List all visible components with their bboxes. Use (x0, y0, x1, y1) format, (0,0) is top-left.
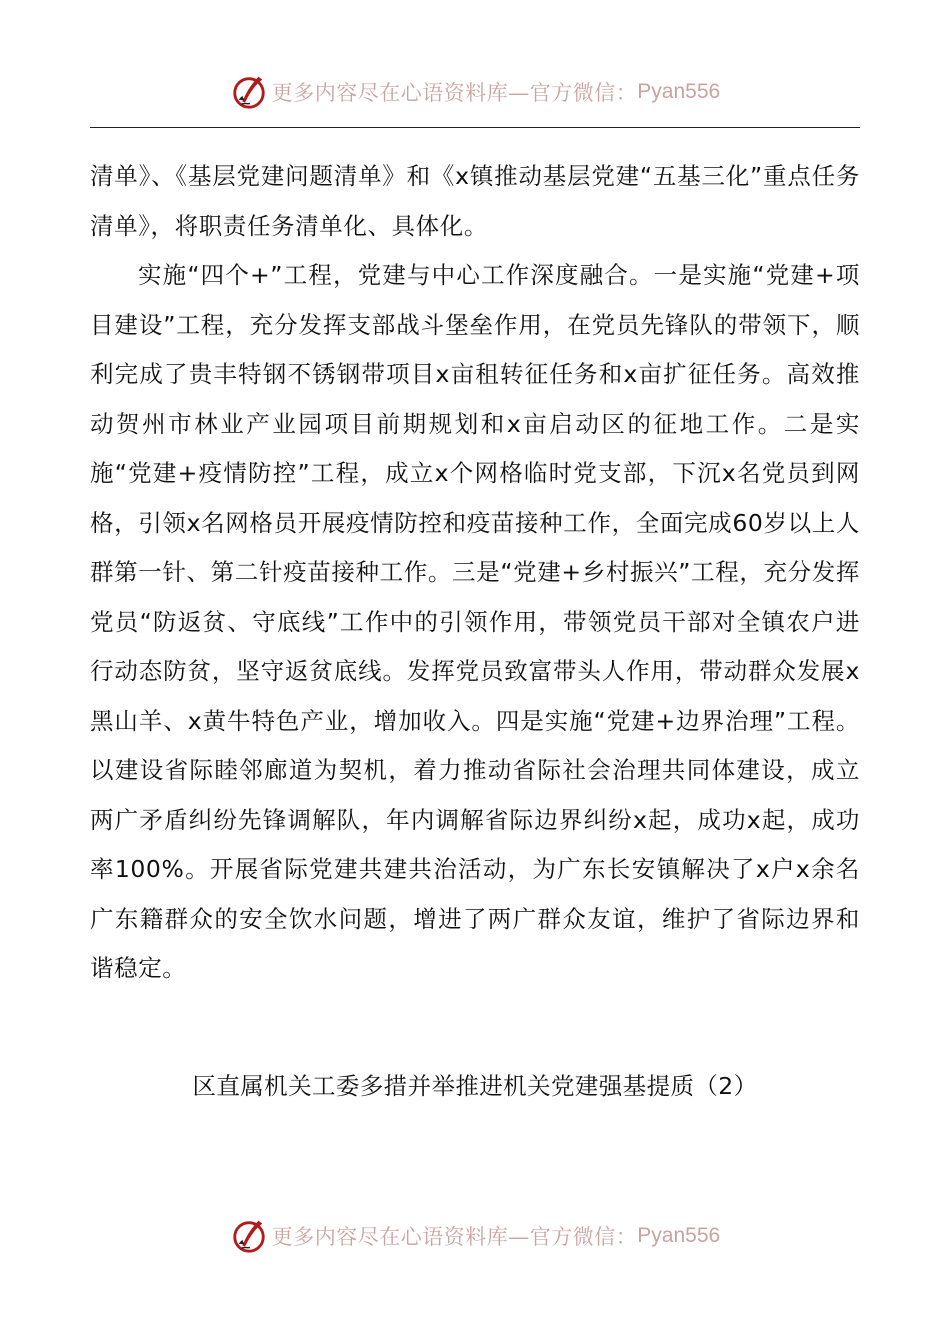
quill-pen-logo-icon (230, 1217, 268, 1255)
paragraph-four-projects: 实施“四个+”工程，党建与中心工作深度融合。一是实施“党建+项目建设”工程，充分发挥支部战斗堡垒作用，在党员先锋队的带领下，顺利完成了贵丰特钢不锈钢带项目x亩租转征任务和x亩扩征任务。高效推动贺州市林业产业园项目前期规划和x亩启动区的征地工作。二是实施“党建+疫情防控”工程，成立x个网格临时党支部，下沉x名党员到网格，引领x名网格员开展疫情防控和疫苗接种工作，全面完成60岁以上人群第一针、第二针疫苗接种工作。三是“党建+乡村振兴”工程，充分发挥党员“防返贫、守底线”工作中的引领作用，带领党员干部对全镇农户进行动态防贫，坚守返贫底线。发挥党员致富带头人作用，带动群众发展x黑山羊、x黄牛特色产业，增加收入。四是实施“党建+边界治理”工程。以建设省际睦邻廊道为契机，着力推动省际社会治理共同体建设，成立两广矛盾纠纷先锋调解队，年内调解省际边界纠纷x起，成功x起，成功率100%。开展省际党建共建共治活动，为广东长安镇解决了x户x余名广东籍群众的安全饮水问题，增进了两广群众友谊，维护了省际边界和谐稳定。 (90, 261, 860, 982)
banner-text: 更多内容尽在心语资料库—官方微信： (271, 81, 638, 105)
header-banner (0, 72, 950, 112)
wechat-id: Pyan556 (637, 80, 721, 103)
section-heading: 区直属机关工委多措并举推进机关党建强基提质（2） (192, 1072, 758, 1100)
header-divider (90, 127, 860, 128)
banner-text: 更多内容尽在心语资料库—官方微信： (271, 1225, 638, 1249)
quill-pen-logo-icon (230, 73, 268, 111)
paragraph-continuation: 清单》、《基层党建问题清单》和《x镇推动基层党建“五基三化”重点任务清单》，将职责任务清单化、具体化。 (90, 162, 860, 240)
footer-banner (0, 1216, 950, 1256)
document-body (90, 152, 860, 994)
wechat-id: Pyan556 (637, 1224, 721, 1247)
